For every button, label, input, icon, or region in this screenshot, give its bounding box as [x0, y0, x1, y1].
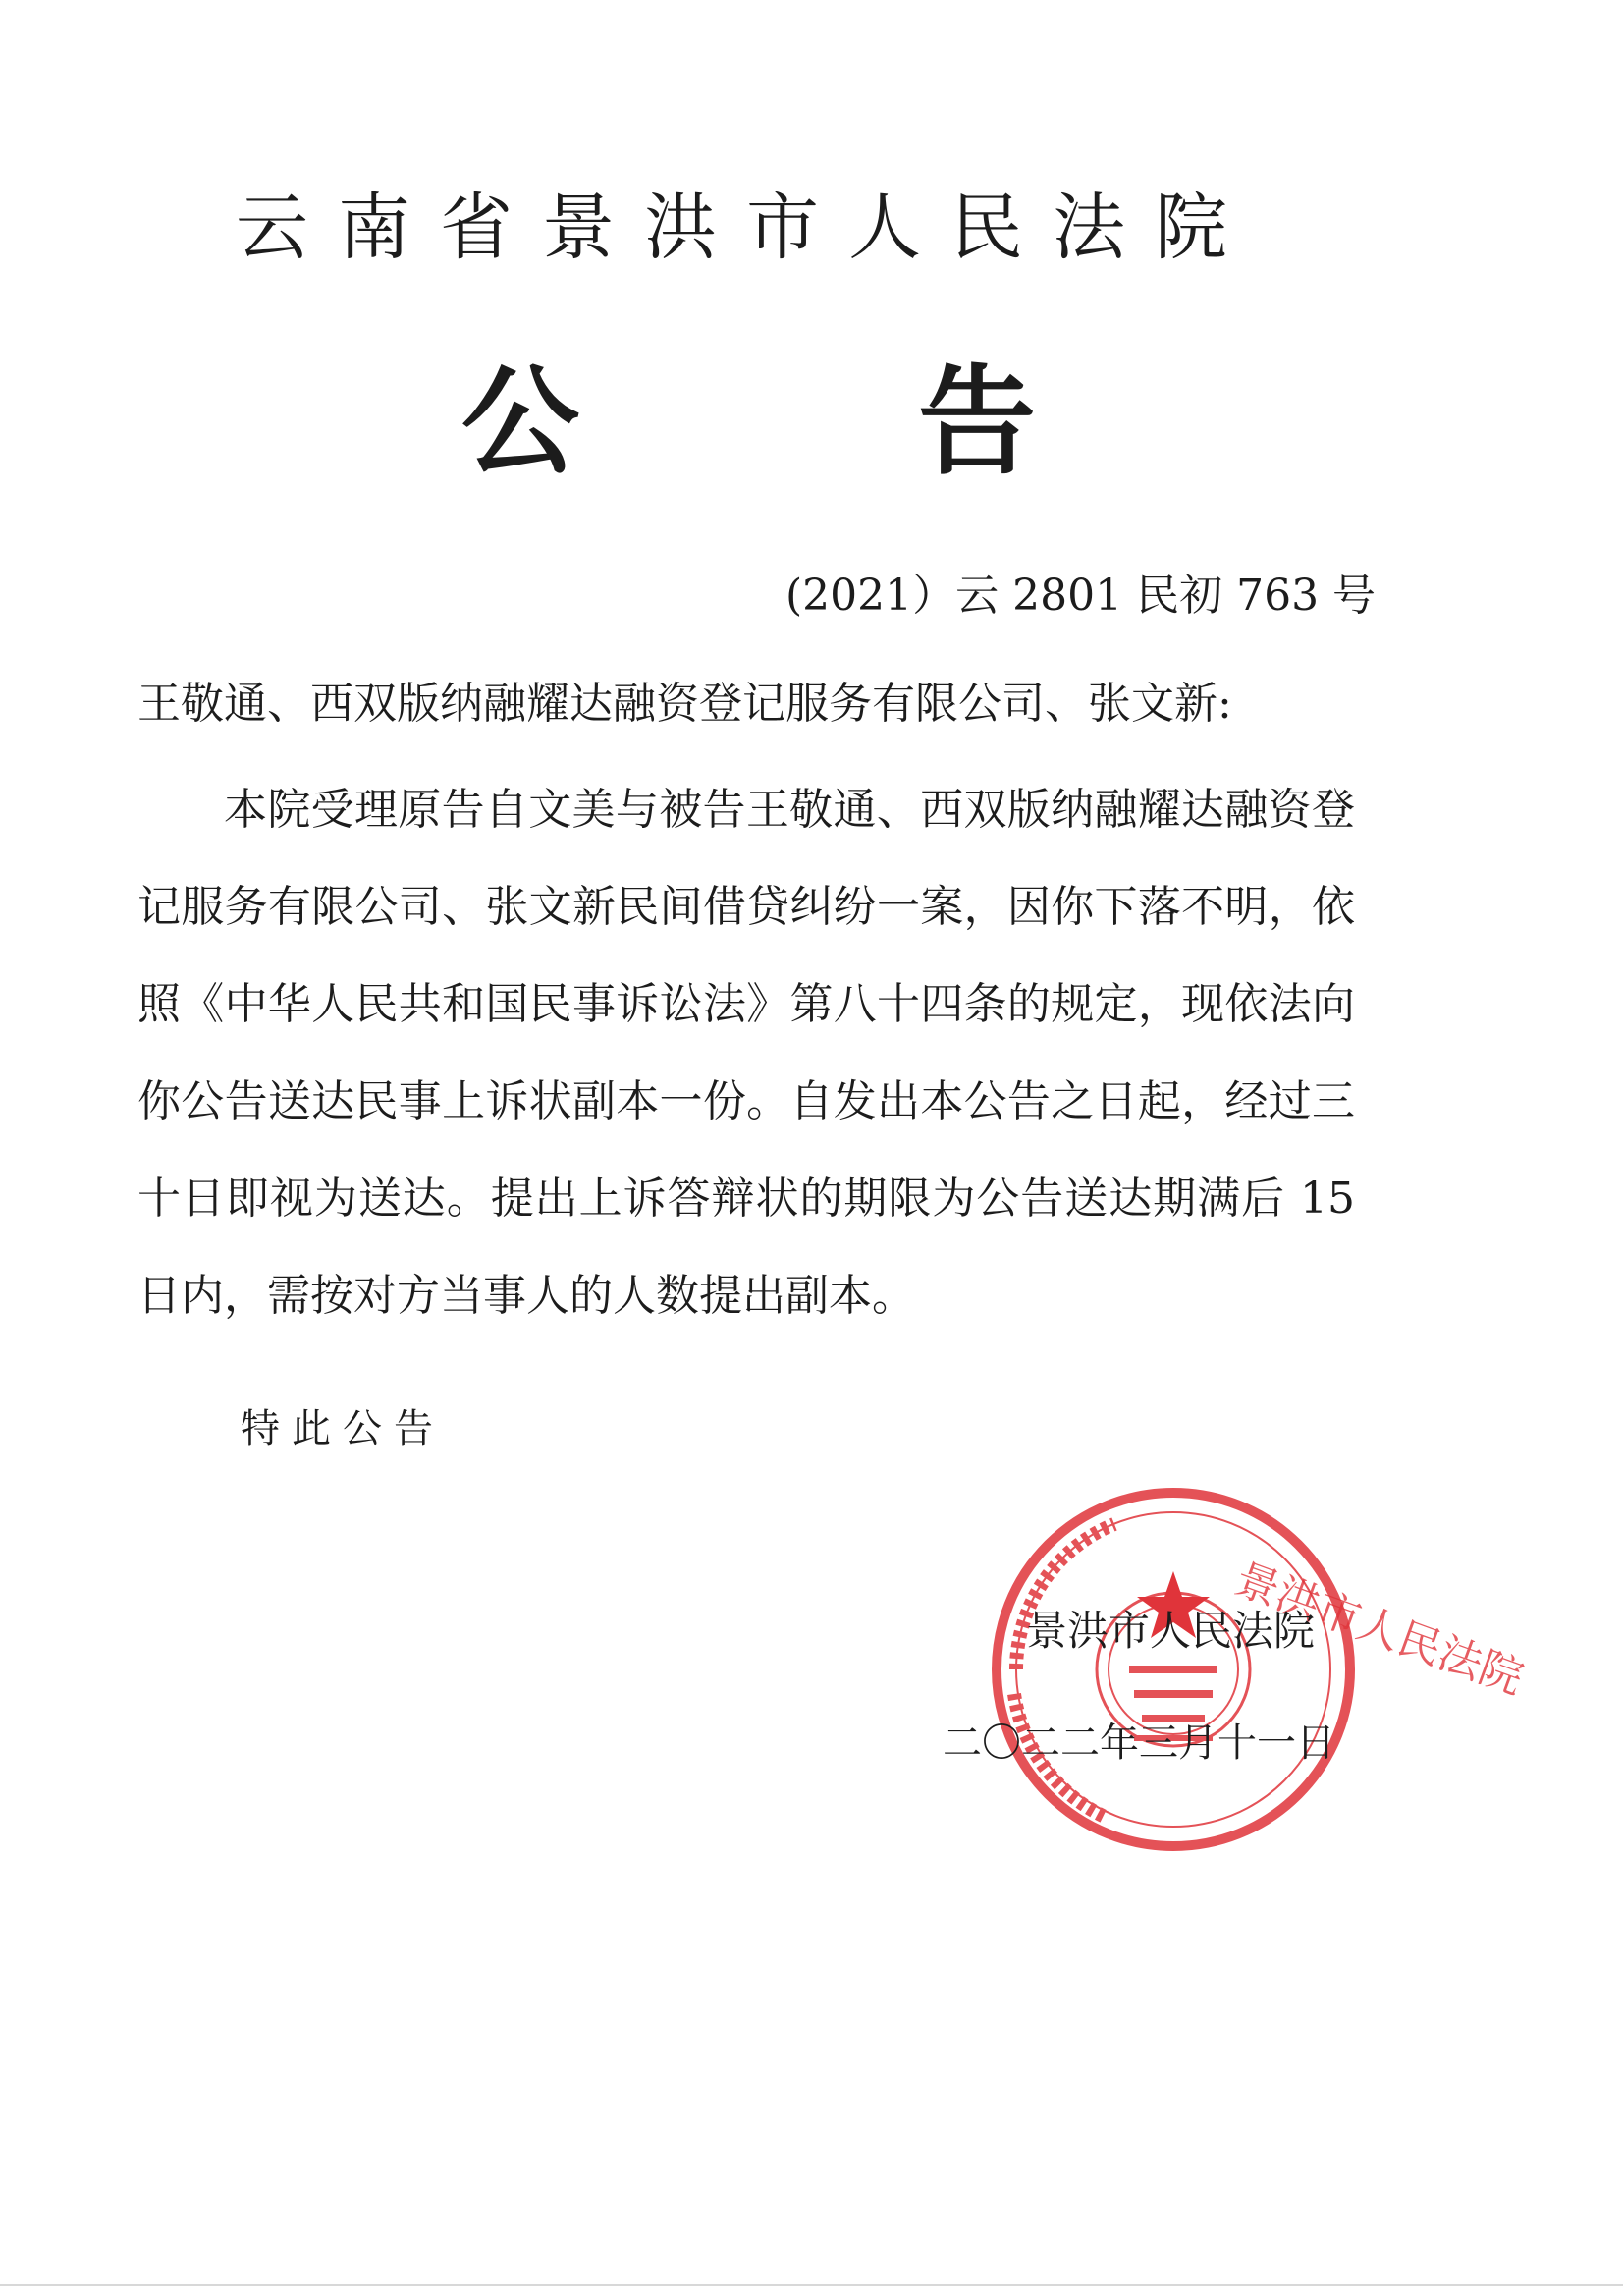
scan-edge-line [0, 2284, 1623, 2286]
notice-body: 本院受理原告自文美与被告王敬通、西双版纳融耀达融资登记服务有限公司、张文新民间借贷纠纷一案，因你下落不明，依照《中华人民共和国民事诉讼法》第八十四条的规定，现依法向你公告送达民事上诉状副本一份。自发出本公告之日起，经过三十日即视为送达。提出上诉答辩状的期限为公告送达期满后 15 日内，需按对方当事人的人数提出副本。 [137, 785, 1355, 1321]
notice-title-char-2: 告 [918, 353, 1036, 491]
addressee: 王敬通、西双版纳融耀达融资登记服务有限公司、张文新: [137, 679, 1232, 729]
seal-text: 景洪市人民法院 [1228, 1554, 1531, 1705]
signer: 景洪市人民法院 [1026, 1607, 1316, 1655]
sign-date: 二〇二二年三月十一日 [943, 1721, 1335, 1766]
closing-phrase: 特此公告 [241, 1406, 445, 1451]
case-number: (2021）云 2801 民初 763 号 [785, 571, 1377, 621]
court-seal [987, 1483, 1531, 1856]
notice-title-char-1: 公 [461, 353, 579, 491]
court-name: 云南省景洪市人民法院 [236, 186, 1257, 270]
